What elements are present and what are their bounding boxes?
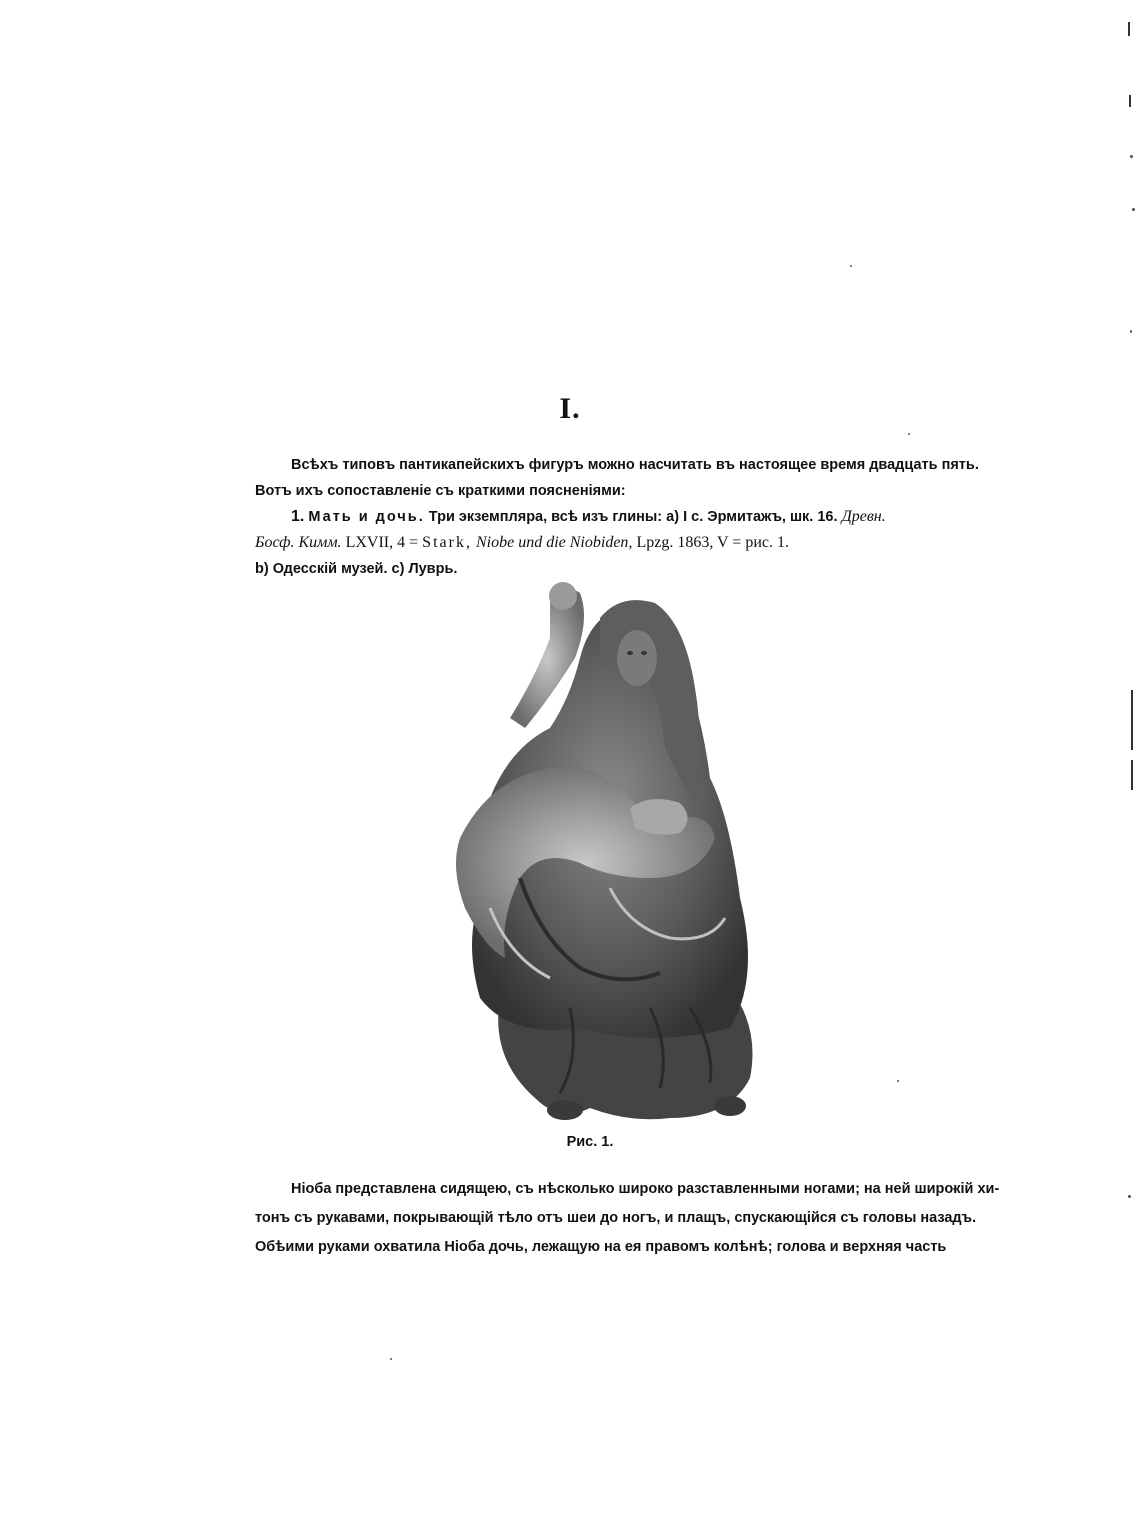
description-line: Обѣими руками охватила Ніоба дочь, лежащую на ея правомъ колѣнѣ; голова и верхняя часть xyxy=(255,1239,947,1255)
figure-caption: Рис. 1. xyxy=(566,1134,614,1150)
description-line: Ніоба представлена сидящею, съ нѣсколько широко разставленными ногами; на ней широкій хи- xyxy=(291,1181,1000,1197)
scan-speck xyxy=(1130,330,1132,333)
scan-speck xyxy=(1130,155,1133,158)
scan-edge-mark xyxy=(1131,690,1133,750)
description-line: тонъ съ рукавами, покрывающій тѣло отъ шеи до ногъ, и плащъ, спускающійся съ головы назадъ. xyxy=(255,1210,977,1226)
scan-speck xyxy=(1132,208,1135,211)
entry-text: LXVII, 4 = xyxy=(345,534,419,551)
entry-text: Lpzg. 1863, V = рис. 1. xyxy=(636,534,789,551)
figure-image xyxy=(430,578,760,1128)
entry-line xyxy=(255,504,942,530)
scan-edge-mark xyxy=(1131,760,1133,790)
intro-line: Всѣхъ типовъ пантикапейскихъ фигуръ можно насчитать въ настоящее время двадцать пять. xyxy=(291,457,979,473)
scan-edge-mark xyxy=(1129,95,1131,107)
scan-speck xyxy=(908,433,910,435)
intro-paragraph xyxy=(255,452,979,504)
entry-source-title: Босф. Кимм. xyxy=(255,534,342,551)
entry-source-title: Древн. xyxy=(841,508,886,525)
section-heading: I. xyxy=(559,392,581,425)
scan-edge-mark xyxy=(1128,22,1130,36)
entry-number: 1. xyxy=(291,508,305,525)
scan-speck xyxy=(1128,1195,1131,1198)
scan-speck xyxy=(850,265,852,267)
scan-speck xyxy=(897,1080,899,1082)
scan-speck xyxy=(390,1358,392,1360)
entry-author: Stark, xyxy=(422,534,472,551)
intro-line: Вотъ ихъ сопоставленіе съ краткими поясненіями: xyxy=(255,483,626,499)
entry-line xyxy=(255,530,942,556)
entry-source-title: Niobe und die Niobiden, xyxy=(475,534,633,551)
description-paragraph xyxy=(255,1175,1000,1262)
entry-paragraph xyxy=(255,504,942,582)
entry-text: Три экземпляра, всѣ изъ глины: а) I с. Эрмитажъ, шк. 16. xyxy=(428,509,838,525)
terracotta-figure-illustration xyxy=(430,578,760,1128)
entry-title: Мать и дочь. xyxy=(308,509,425,525)
entry-line: b) Одесскій музей. с) Луврь. xyxy=(255,561,458,577)
